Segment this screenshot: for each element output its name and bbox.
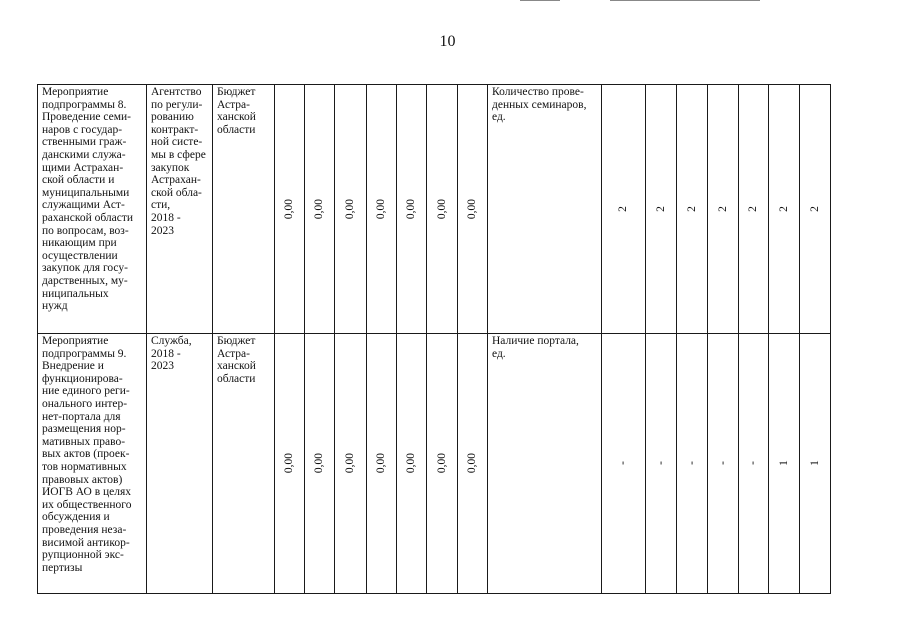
table-column-divider [457, 84, 458, 594]
activity-text: пертизы [42, 561, 83, 574]
activity-text: вых актов (проек- [42, 448, 130, 461]
activity-text: правовых актов) [42, 473, 123, 486]
table-column-divider [676, 84, 677, 594]
indicator-value: 1 [808, 460, 821, 466]
activity-text: Мероприятие [42, 86, 109, 98]
indicator-value: 2 [777, 205, 790, 212]
funding-source-text: области [217, 123, 256, 136]
activity-text: никающим при [42, 237, 117, 250]
indicator-value: 2 [685, 205, 698, 212]
funding-source-text: ханской [217, 360, 256, 373]
table-column-divider [334, 84, 335, 594]
table-row-divider [37, 333, 830, 334]
executor-text: Агентство [151, 86, 202, 98]
table-column-divider [487, 84, 488, 594]
executor-text: 2023 [151, 224, 174, 237]
indicator-value: - [654, 461, 667, 465]
activity-text: дарственных, му- [42, 275, 128, 287]
executor-text: закупок [151, 161, 190, 174]
indicator-value: 1 [777, 460, 790, 466]
funding-amount: 0,00 [405, 198, 417, 219]
executor-text: 2023 [151, 360, 174, 373]
activity-text: муниципальными [42, 186, 130, 199]
table-column-divider [738, 84, 739, 594]
activity-text: Мероприятие [42, 335, 109, 347]
funding-amount: 0,00 [375, 198, 387, 219]
indicator-value: 2 [747, 205, 759, 212]
activity-text: ИОГВ АО в целях [42, 486, 132, 499]
activity-text: функционирова- [42, 372, 123, 385]
executor-text: по регули- [151, 98, 203, 111]
activity-text: данскими служа- [42, 149, 126, 161]
activity-text: ниципальных [42, 287, 109, 300]
funding-amount: 0,00 [344, 198, 356, 219]
executor-text: Служба, [151, 335, 192, 347]
activity-text: осуществлении [42, 249, 118, 262]
activity-text: Внедрение и [42, 360, 104, 373]
table-border-right [830, 84, 831, 594]
funding-amount: 0,00 [435, 198, 448, 219]
activity-text: их общественного [42, 498, 132, 511]
indicator-value: - [685, 461, 698, 465]
activity-text: наров с государ- [42, 123, 123, 136]
table-border-left [37, 84, 38, 594]
indicator-value: - [716, 461, 729, 465]
scan-edge-mark [610, 0, 760, 1]
funding-amount: 0,00 [313, 198, 325, 219]
table-column-divider [707, 84, 708, 594]
indicator-value: - [747, 461, 759, 465]
activity-text: ственными граж- [42, 136, 127, 149]
executor-text: 2018 - [151, 347, 181, 360]
activity-text: нужд [42, 300, 68, 313]
funding-amount: 0,00 [344, 452, 356, 474]
table-column-divider [304, 84, 305, 594]
table-column-divider [212, 84, 213, 594]
activity-text: подпрограммы 8. [42, 98, 127, 111]
funding-source-text: ханской [217, 111, 256, 124]
indicator-value: 2 [617, 205, 629, 212]
indicator-text: денных семинаров, [492, 98, 587, 111]
table-column-divider [146, 84, 147, 594]
activity-text: рупционной экс- [42, 549, 124, 562]
executor-text: контракт- [151, 123, 199, 136]
activity-text: закупок для госу- [42, 262, 128, 275]
activity-text: нет-портала для [42, 410, 121, 423]
funding-source-text: Бюджет [217, 335, 256, 347]
activity-text: щими Астрахан- [42, 161, 124, 174]
funding-amount: 0,00 [283, 452, 295, 474]
activity-text: обсуждения и [42, 511, 110, 524]
indicator-value: 2 [808, 205, 821, 212]
indicator-text: Наличие портала, [492, 335, 579, 347]
funding-source-text: Астра- [217, 98, 250, 111]
scan-edge-mark [520, 0, 560, 1]
activity-text: подпрограммы 9. [42, 347, 127, 360]
table-column-divider [426, 84, 427, 594]
funding-amount: 0,00 [405, 452, 417, 474]
indicator-text: ед. [492, 347, 506, 360]
executor-text: 2018 - [151, 212, 181, 224]
funding-source-text: Астра- [217, 347, 250, 360]
funding-source-text: Бюджет [217, 86, 256, 98]
executor-text: сти, [151, 199, 171, 212]
funding-amount: 0,00 [313, 452, 325, 474]
table-column-divider [799, 84, 800, 594]
activity-text: по вопросам, воз- [42, 224, 129, 237]
funding-amount: 0,00 [435, 452, 448, 474]
funding-amount: 0,00 [466, 198, 478, 219]
indicator-value: 2 [654, 205, 667, 212]
table-column-divider [645, 84, 646, 594]
indicator-text: ед. [492, 111, 506, 124]
activity-text: тов нормативных [42, 461, 127, 473]
executor-text: рованию [151, 111, 194, 124]
executor-text: ской обла- [151, 186, 202, 199]
activity-text: раханской области [42, 212, 134, 224]
activity-text: онального интер- [42, 398, 128, 410]
table-column-divider [601, 84, 602, 594]
activity-text: мативных право- [42, 435, 126, 448]
activity-text: Проведение семи- [42, 111, 131, 124]
table-column-divider [768, 84, 769, 594]
table-column-divider [396, 84, 397, 594]
funding-amount: 0,00 [466, 452, 478, 474]
executor-text: ной систе- [151, 136, 203, 149]
executor-text: Астрахан- [151, 174, 201, 187]
executor-text: мы в сфере [151, 149, 206, 161]
funding-amount: 0,00 [283, 198, 295, 219]
activity-text: ние единого реги- [42, 385, 130, 398]
activity-text: проведения неза- [42, 524, 127, 536]
table-border-bottom [37, 593, 830, 594]
activity-text: служащими Аст- [42, 199, 125, 212]
table-column-divider [274, 84, 275, 594]
activity-text: размещения нор- [42, 423, 126, 436]
activity-text: ской области и [42, 174, 115, 187]
table-column-divider [366, 84, 367, 594]
indicator-value: 2 [716, 205, 729, 212]
indicator-text: Количество прове- [492, 86, 584, 98]
page-number: 10 [439, 33, 456, 50]
funding-amount: 0,00 [375, 452, 387, 474]
activity-text: висимой антикор- [42, 536, 130, 549]
funding-source-text: области [217, 372, 256, 385]
indicator-value: - [617, 461, 629, 465]
table-border-top [37, 84, 830, 85]
